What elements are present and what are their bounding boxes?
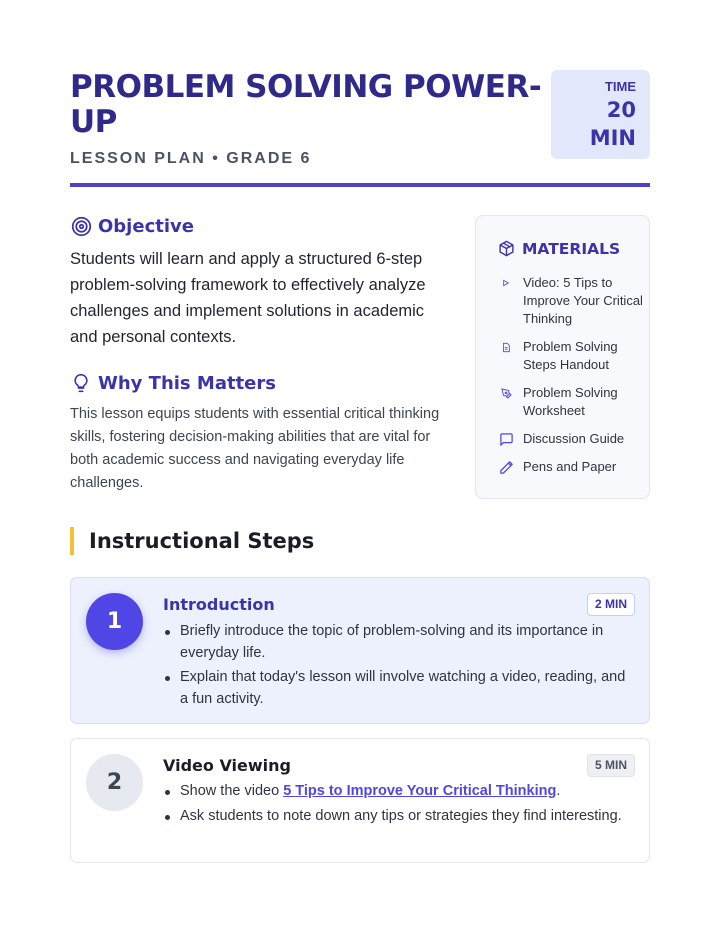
step-number: 1 <box>86 593 143 650</box>
box-icon <box>498 240 516 258</box>
why-heading <box>70 372 455 394</box>
time-unit: MIN <box>589 126 636 150</box>
materials-heading-text: MATERIALS <box>522 240 621 258</box>
material-label: Problem Solving Steps Handout <box>523 339 618 372</box>
duration-badge: 5 MIN <box>587 754 635 777</box>
step-title: Video Viewing <box>163 756 291 775</box>
material-item-discussion <box>498 430 649 448</box>
materials-heading <box>498 240 649 258</box>
objective-heading <box>70 215 455 237</box>
bullet-text: . <box>556 783 561 799</box>
message-icon <box>498 431 514 447</box>
header-divider <box>70 183 650 187</box>
list-item: Briefly introduce the topic of problem-solving and its importance in everyday life. <box>163 621 633 664</box>
material-item-video <box>498 274 649 328</box>
time-label: TIME <box>604 79 636 94</box>
pen-tool-icon <box>498 385 514 401</box>
materials-panel <box>475 215 650 499</box>
list-item <box>163 781 633 803</box>
material-label: Discussion Guide <box>523 431 625 446</box>
list-item: Ask students to note down any tips or strategies they find interesting. <box>163 806 633 828</box>
material-item-handout <box>498 338 649 374</box>
step-bullets <box>163 621 633 713</box>
page-title: PROBLEM SOLVING POWER-UP <box>70 69 542 140</box>
objective-heading-text: Objective <box>98 215 194 237</box>
pencil-icon <box>498 459 514 475</box>
material-label: Pens and Paper <box>523 459 617 474</box>
material-label: Video: 5 Tips to Improve Your Critical Thinking <box>523 275 643 326</box>
video-link[interactable]: 5 Tips to Improve Your Critical Thinking <box>283 783 557 799</box>
why-text: This lesson equips students with essential critical thinking skills, fostering decision-making abilities that are vital for both academic success and navigating everyday life challenges. <box>70 406 440 491</box>
material-label: Problem Solving Worksheet <box>523 385 618 418</box>
target-icon <box>70 215 92 237</box>
step-title: Introduction <box>163 595 275 614</box>
step-card <box>70 577 650 724</box>
step-bullets <box>163 781 633 830</box>
bullet-text: Show the video <box>180 783 284 799</box>
objective-section <box>70 215 455 350</box>
duration-badge: 2 MIN <box>587 593 635 616</box>
lesson-header <box>70 70 650 168</box>
lightbulb-icon <box>70 372 92 394</box>
step-number: 2 <box>86 754 143 811</box>
material-item-worksheet <box>498 384 649 420</box>
steps-heading: Instructional Steps <box>70 527 314 555</box>
document-icon <box>498 339 514 355</box>
video-icon <box>498 275 514 291</box>
why-section <box>70 372 455 495</box>
objective-text: Students will learn and apply a structured 6-step problem-solving framework to effectively analyze challenges and implement solutions in academic and personal contexts. <box>70 250 426 346</box>
step-card <box>70 738 650 863</box>
list-item: Explain that today's lesson will involve watching a video, reading, and a fun activity. <box>163 667 633 710</box>
time-box <box>551 70 650 159</box>
why-heading-text: Why This Matters <box>98 372 276 394</box>
material-item-pens <box>498 458 649 476</box>
lesson-subtitle: LESSON PLAN • GRADE 6 <box>70 150 312 167</box>
materials-list <box>498 274 649 476</box>
time-value: 20 <box>606 98 636 122</box>
